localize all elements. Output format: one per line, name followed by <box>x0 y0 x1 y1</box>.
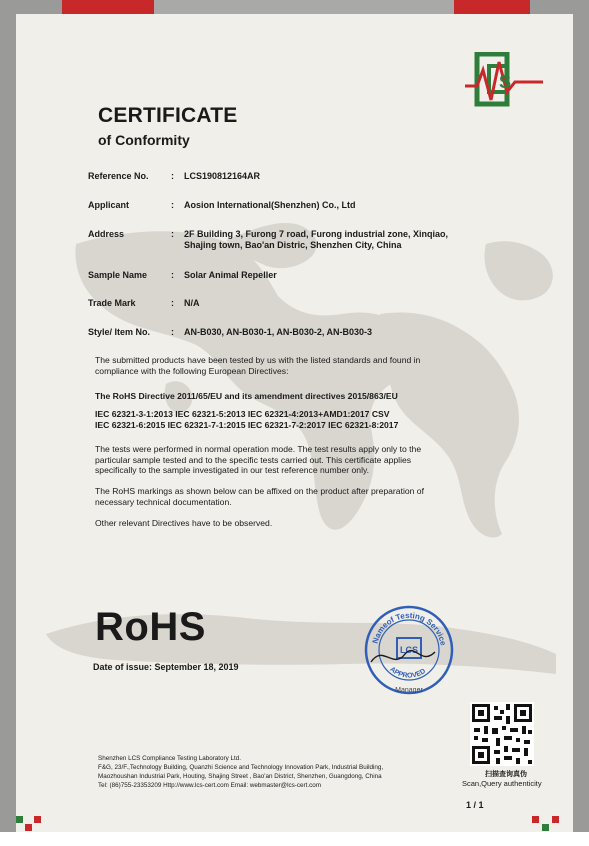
tests-line-3: specifically to the sample investigated in our test reference number only. <box>95 465 370 476</box>
applicant-label: Applicant <box>88 200 130 210</box>
trademark-label: Trade Mark <box>88 298 136 308</box>
standards-line-1: IEC 62321-3-1:2013 IEC 62321-5:2013 IEC 62321-4:2013+AMD1:2017 CSV <box>95 409 390 419</box>
corner-square <box>532 816 539 823</box>
tests-line-1: The tests were performed in normal operation mode. The test results apply only to the <box>95 444 422 454</box>
address-line-2: Shajing town, Bao'an Distric, Shenzhen City, China <box>184 240 402 250</box>
stamp-approved-text: APPROVED <box>388 666 428 680</box>
directive-line: The RoHS Directive 2011/65/EU and its amendment directives 2015/863/EU <box>95 391 398 401</box>
rohs-mark: RoHS <box>95 605 206 649</box>
certificate-title: CERTIFICATE <box>98 104 238 127</box>
standards-block <box>95 409 490 430</box>
svg-text:S: S <box>499 72 512 92</box>
lcs-logo-icon <box>463 52 545 114</box>
certificate-sheet <box>16 14 573 832</box>
applicant-colon: : <box>171 200 174 210</box>
top-red-bar <box>62 0 154 14</box>
other-directives: Other relevant Directives have to be observed. <box>95 518 273 528</box>
style-colon: : <box>171 327 174 337</box>
corner-square <box>34 816 41 823</box>
page-number: 1 / 1 <box>466 800 484 810</box>
reference-label: Reference No. <box>88 171 149 181</box>
bottom-strip <box>0 832 589 846</box>
sample-label: Sample Name <box>88 270 148 280</box>
tests-paragraph <box>95 444 490 476</box>
style-value: AN-B030, AN-B030-1, AN-B030-2, AN-B030-3 <box>184 327 373 337</box>
address-label: Address <box>88 229 125 239</box>
top-red-bar-right <box>454 0 530 14</box>
intro-paragraph <box>95 355 490 376</box>
sample-value: Solar Animal Repeller <box>184 270 277 280</box>
footer-address-1: F&G, 23/F.,Technology Building, Quanzhi Science and Technology Innovation Park, Industrial Building, <box>98 764 384 771</box>
corner-square <box>542 824 549 831</box>
sample-colon: : <box>171 270 174 280</box>
certificate-subtitle: of Conformity <box>98 132 190 148</box>
address-line-1: 2F Building 3, Furong 7 road, Furong industrial zone, Xinqiao, <box>184 229 449 239</box>
corner-square <box>552 816 559 823</box>
corner-square <box>25 824 32 831</box>
stamp-manager-text: Manager <box>395 687 423 694</box>
marking-line-2: necessary technical documentation. <box>95 496 232 507</box>
qr-code-icon <box>470 702 534 766</box>
footer-address-2: Maozhoushan Industrial Park, Houting, Shajing Street , Bao'an District, Shenzhen, Guangdong, China <box>98 773 382 780</box>
reference-value: LCS190812164AR <box>184 171 261 181</box>
standards-line-2: IEC 62321-6:2015 IEC 62321-7-1:2015 IEC 62321-7-2:2017 IEC 62321-8:2017 <box>95 419 399 430</box>
approval-stamp-icon <box>363 604 455 696</box>
date-of-issue: Date of issue: September 18, 2019 <box>93 662 239 672</box>
corner-square <box>16 816 23 823</box>
address-colon: : <box>171 229 174 239</box>
trademark-value: N/A <box>184 298 200 308</box>
marking-paragraph <box>95 486 490 507</box>
style-label: Style/ Item No. <box>88 327 151 337</box>
applicant-value: Aosion International(Shenzhen) Co., Ltd <box>184 200 356 210</box>
intro-line-2: compliance with the following European Directives: <box>95 365 289 376</box>
stamp-center-text: LCS <box>400 645 418 655</box>
stamp-arc-text: Nameof Testing Service <box>370 610 448 647</box>
marking-line-1: The RoHS markings as shown below can be affixed on the product after preparation of <box>95 486 424 496</box>
qr-caption-cn: 扫描查询真伪 <box>485 771 527 778</box>
tests-line-2: particular sample tested and to the specific tests carried out. This certificate applies <box>95 454 412 465</box>
intro-line-1: The submitted products have been tested by us with the listed standards and found in <box>95 355 421 365</box>
qr-caption-en: Scan,Query authenticity <box>462 779 542 788</box>
reference-colon: : <box>171 171 174 181</box>
footer-contact: Tel: (86)755-23353209 Http://www.lcs-cert.com Email: webmaster@lcs-cert.com <box>98 782 322 789</box>
footer-lab-name: Shenzhen LCS Compliance Testing Laboratory Ltd. <box>98 755 242 762</box>
top-gray-bar <box>154 0 454 14</box>
trademark-colon: : <box>171 298 174 308</box>
